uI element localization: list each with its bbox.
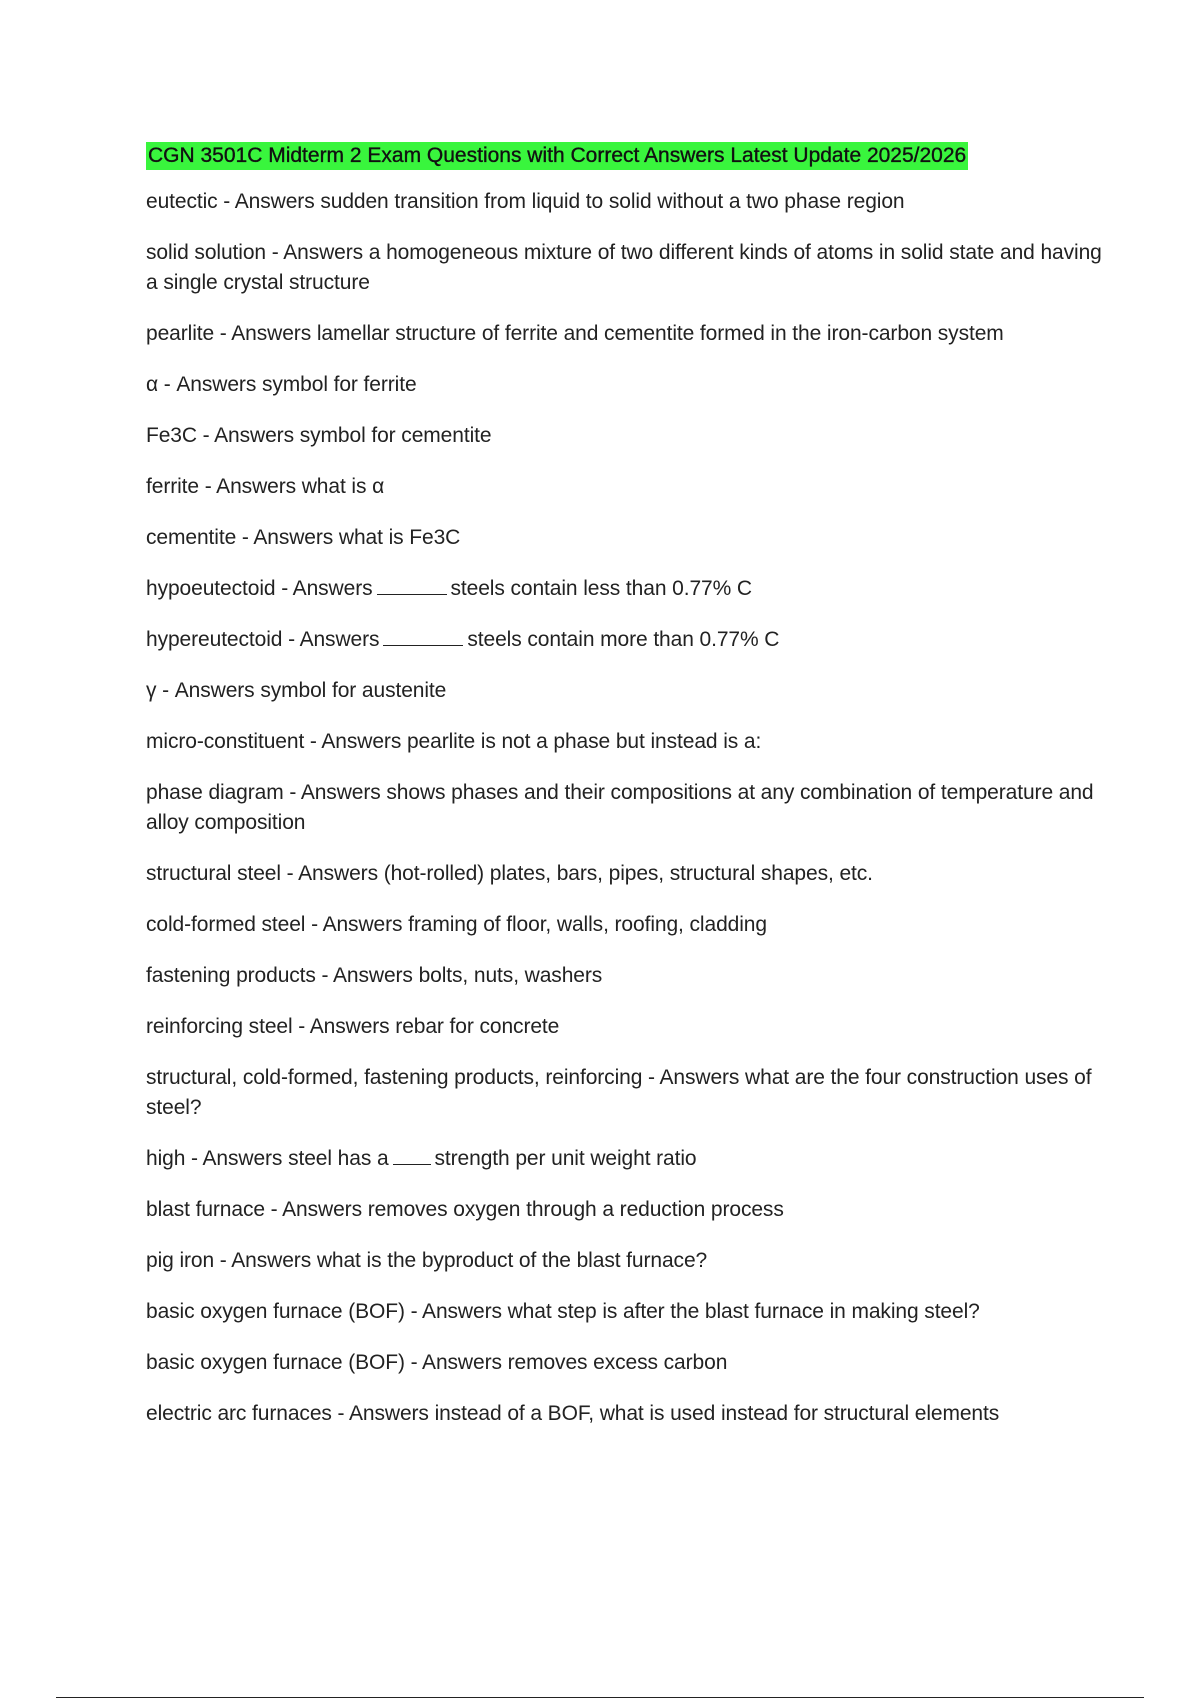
entry-text-after-blank: steels contain more than 0.77% C	[467, 628, 780, 651]
entry-text-after-blank: strength per unit weight ratio	[434, 1147, 697, 1170]
qa-entry: micro-constituent - Answers pearlite is not a phase but instead is a:	[146, 730, 762, 753]
qa-entry: ferrite - Answers what is α	[146, 475, 385, 498]
entry-text-after-blank: steels contain less than 0.77% C	[450, 577, 752, 600]
qa-entry: phase diagram - Answers shows phases and their compositions at any combination of temperature and alloy composition	[146, 781, 1094, 834]
qa-entry: Fe3C - Answers symbol for cementite	[146, 424, 492, 447]
entry-text-before-blank: high - Answers steel has a	[146, 1147, 389, 1170]
qa-entry: structural, cold-formed, fastening products, reinforcing - Answers what are the four construction uses of steel?	[146, 1066, 1092, 1119]
qa-entry: α - Answers symbol for ferrite	[146, 373, 417, 396]
qa-entry	[146, 1144, 1106, 1174]
qa-entry: γ - Answers symbol for austenite	[146, 679, 447, 702]
qa-entry	[146, 625, 1106, 655]
qa-entry: basic oxygen furnace (BOF) - Answers removes excess carbon	[146, 1351, 728, 1374]
fill-in-blank	[377, 576, 447, 595]
entry-text-before-blank: hypereutectoid - Answers	[146, 628, 380, 651]
qa-entry	[146, 574, 1106, 604]
document-page	[146, 142, 1106, 1450]
qa-entry: structural steel - Answers (hot-rolled) plates, bars, pipes, structural shapes, etc.	[146, 862, 873, 885]
qa-entry: pig iron - Answers what is the byproduct of the blast furnace?	[146, 1249, 708, 1272]
fill-in-blank	[393, 1146, 431, 1165]
qa-entry: eutectic - Answers sudden transition from liquid to solid without a two phase region	[146, 190, 905, 213]
fill-in-blank	[383, 627, 463, 646]
entry-text-before-blank: hypoeutectoid - Answers	[146, 577, 373, 600]
qa-entry: cold-formed steel - Answers framing of floor, walls, roofing, cladding	[146, 913, 767, 936]
qa-entry: blast furnace - Answers removes oxygen through a reduction process	[146, 1198, 784, 1221]
qa-entry: reinforcing steel - Answers rebar for concrete	[146, 1015, 560, 1038]
qa-entry: fastening products - Answers bolts, nuts, washers	[146, 964, 603, 987]
footer-divider	[56, 1697, 1144, 1698]
qa-entry: electric arc furnaces - Answers instead of a BOF, what is used instead for structural elements	[146, 1402, 1000, 1425]
qa-entry: solid solution - Answers a homogeneous mixture of two different kinds of atoms in solid state and having a single crystal structure	[146, 241, 1102, 294]
qa-entry: pearlite - Answers lamellar structure of ferrite and cementite formed in the iron-carbon system	[146, 322, 1004, 345]
qa-entry: basic oxygen furnace (BOF) - Answers what step is after the blast furnace in making steel?	[146, 1300, 980, 1323]
document-title: CGN 3501C Midterm 2 Exam Questions with Correct Answers Latest Update 2025/2026	[146, 142, 968, 170]
qa-entry: cementite - Answers what is Fe3C	[146, 526, 461, 549]
